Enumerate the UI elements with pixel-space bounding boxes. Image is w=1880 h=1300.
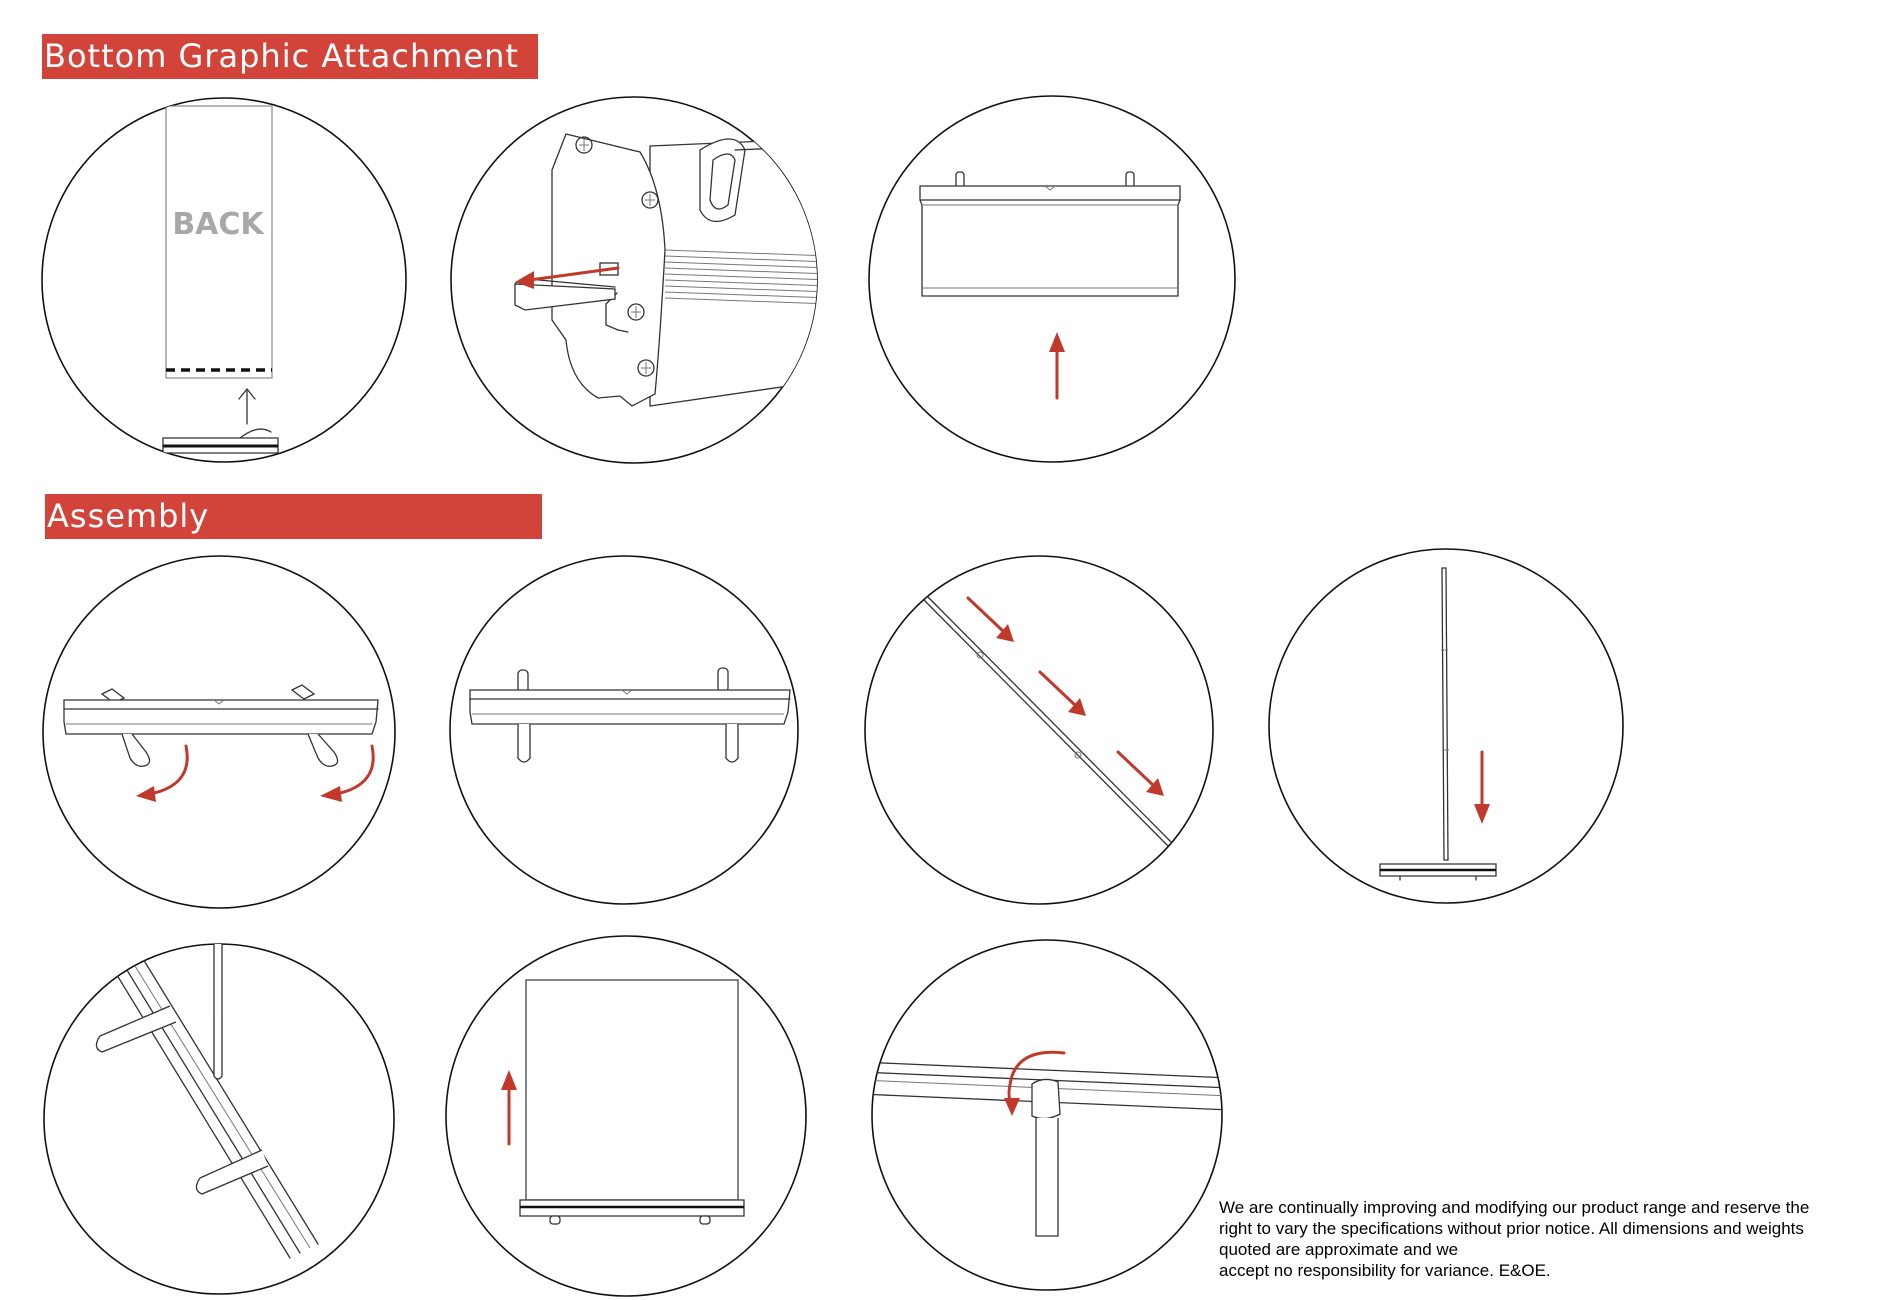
disclaimer-line: accept no responsibility for variance. E&OE. xyxy=(1219,1261,1551,1280)
step-5-feet-rotated-diagram xyxy=(450,556,798,904)
section-title-assembly: Assembly xyxy=(45,494,542,539)
step-6-connect-pole-diagram xyxy=(865,556,1213,904)
step-4-rotate-feet-diagram xyxy=(43,556,395,908)
disclaimer-line: right to vary the specifications without prior notice. All dimensions and weights xyxy=(1219,1219,1804,1238)
step-8-pole-base-closeup-diagram xyxy=(44,940,394,1294)
step-10-hook-top-rail-diagram xyxy=(860,940,1230,1290)
back-label: BACK xyxy=(172,207,264,242)
step-7-insert-pole-diagram xyxy=(1269,549,1623,903)
disclaimer-line: We are continually improving and modifying our product range and reserve the xyxy=(1219,1198,1810,1217)
step-2-end-cap-pin-diagram xyxy=(451,97,830,463)
section-title-bottom-graphic-attachment: Bottom Graphic Attachment xyxy=(42,34,538,79)
step-3-base-rail-push-diagram xyxy=(869,96,1235,462)
step-9-pull-banner-up-diagram xyxy=(446,936,806,1296)
disclaimer-line: quoted are approximate and we xyxy=(1219,1240,1459,1259)
step-1-graphic-back-diagram xyxy=(42,98,406,462)
disclaimer-text xyxy=(1219,1197,1859,1281)
